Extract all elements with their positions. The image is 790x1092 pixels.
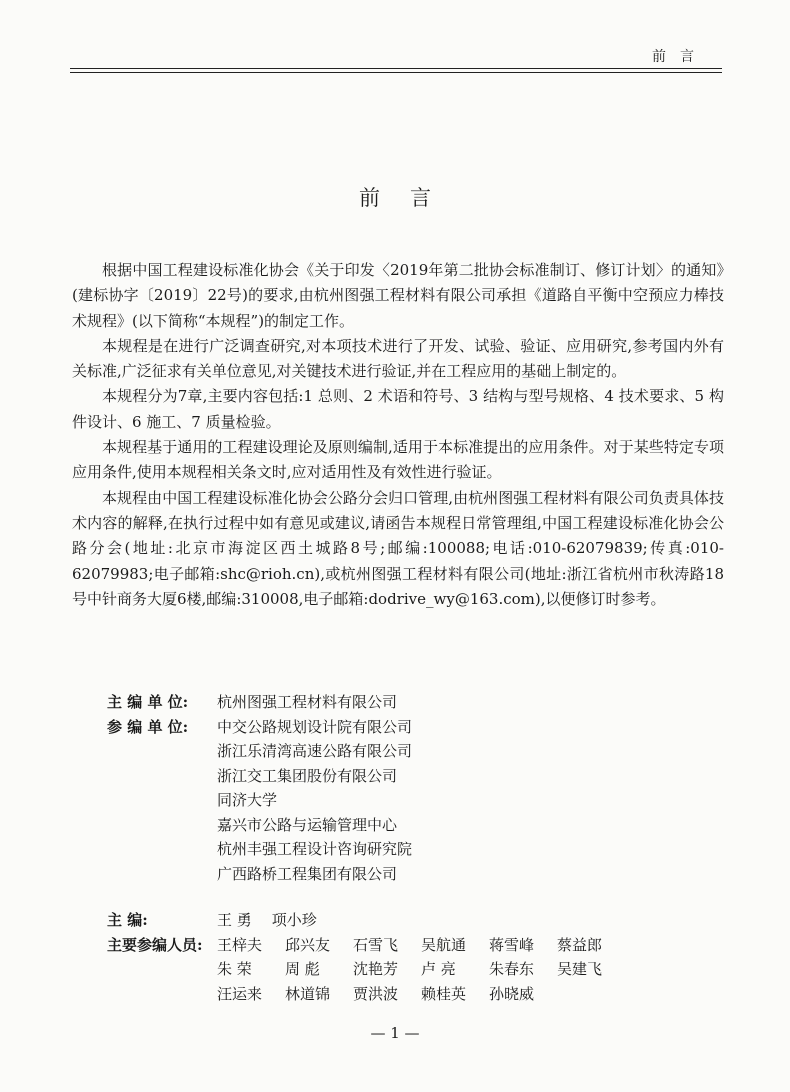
chief-unit-label: 主 编 单 位: — [107, 693, 189, 711]
editor-name: 吴航通 — [421, 935, 467, 954]
editor-name: 王梓夫 — [217, 935, 263, 954]
paragraph-5: 本规程由中国工程建设标准化协会公路分会归口管理,由杭州图强工程材料有限公司负责具体技术内容的解释,在执行过程中如有意见或建议,请函告本规程日常管理组,中国工程建设标准化协会公路分会(地址:北京市海淀区西土城路8号;邮编:100088;电话:010-62079839;传真:010-62079983;电子邮箱:shc@rioh.cn),或杭州图强工程材料有限公司(地址:浙江省杭州市秋涛路18号中针商务大厦6楼,邮编:310008,电子邮箱:dodrive_wy@163.com),以便修订时参考。 — [72, 488, 724, 608]
participating-unit: 中交公路规划设计院有限公司 — [217, 717, 413, 736]
editor-name: 吴建飞 — [557, 960, 603, 978]
chief-editors-row — [107, 908, 667, 933]
participating-unit: 广西路桥工程集团有限公司 — [217, 864, 398, 883]
paragraph-2: 本规程是在进行广泛调查研究,对本项技术进行了开发、试验、验证、应用研究,参考国内外有关标准,广泛征求有关单位意见,对关键技术进行验证,并在工程应用的基础上制定的。 — [72, 336, 724, 381]
main-editors-label: 主要参编人员: — [107, 935, 203, 954]
participating-unit: 浙江交工集团股份有限公司 — [217, 766, 398, 785]
header-rule — [70, 68, 722, 73]
participating-units-row — [107, 715, 667, 887]
chief-editor: 项小珍 — [271, 911, 317, 929]
editor-name: 卢 亮 — [421, 960, 456, 978]
editor-name: 石雪飞 — [353, 935, 399, 954]
editor-name: 赖桂英 — [421, 984, 467, 1003]
chief-editor: 王 勇 — [217, 911, 252, 929]
paragraph-4: 本规程基于通用的工程建设理论及原则编制,适用于本标准提出的应用条件。对于某些特定专项应用条件,使用本规程相关条文时,应对适用性及有效性进行验证。 — [72, 438, 724, 482]
editor-name: 蔡益郎 — [557, 935, 603, 954]
paragraph-3: 本规程分为7章,主要内容包括:1 总则、2 术语和符号、3 结构与型号规格、4 技术要求、5 构件设计、6 施工、7 质量检验。 — [72, 387, 724, 431]
preface-body — [72, 258, 724, 612]
chief-editors-label: 主 编: — [107, 911, 148, 929]
participating-unit: 嘉兴市公路与运输管理中心 — [217, 815, 398, 834]
editor-name: 林道锦 — [285, 984, 331, 1003]
chief-unit: 杭州图强工程材料有限公司 — [217, 693, 398, 711]
page-number: — 1 — — [370, 1024, 420, 1042]
participating-unit: 同济大学 — [217, 791, 278, 809]
editor-name: 朱 荣 — [217, 960, 252, 978]
participating-unit: 浙江乐清湾高速公路有限公司 — [217, 742, 413, 760]
main-editors-row — [107, 933, 667, 1007]
editor-name: 邱兴友 — [285, 935, 331, 954]
participating-unit: 杭州丰强工程设计咨询研究院 — [217, 840, 413, 858]
credits-section — [107, 690, 667, 1006]
editor-name: 蒋雪峰 — [489, 935, 535, 954]
participating-units-label: 参 编 单 位: — [107, 717, 189, 736]
page-title: 前言 — [359, 186, 461, 210]
editor-name: 朱春东 — [489, 960, 535, 978]
editor-name: 周 彪 — [285, 960, 320, 978]
chief-unit-row — [107, 690, 667, 715]
running-header: 前言 — [652, 49, 708, 65]
paragraph-1: 根据中国工程建设标准化协会《关于印发〈2019年第二批协会标准制订、修订计划〉的通知》(建标协字〔2019〕22号)的要求,由杭州图强工程材料有限公司承担《道路自平衡中空预应力棒技术规程》(以下简称“本规程”)的制定工作。 — [72, 261, 724, 330]
editor-name: 孙晓威 — [489, 984, 535, 1003]
editor-name: 沈艳芳 — [353, 960, 399, 978]
editor-name: 贾洪波 — [353, 984, 399, 1003]
editor-name: 汪运来 — [217, 984, 263, 1003]
